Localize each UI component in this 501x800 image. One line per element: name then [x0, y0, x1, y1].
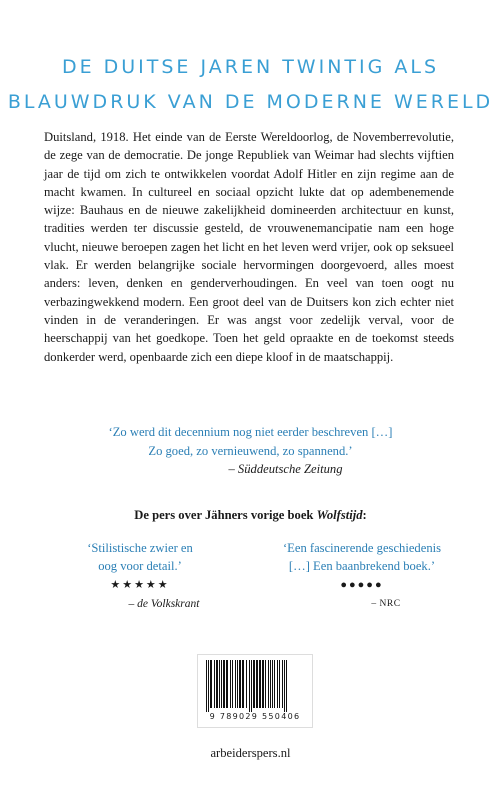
review-quote-line-1: ‘Een fascinerende geschiedenis: [282, 541, 442, 555]
barcode-bar: [246, 660, 247, 708]
featured-quote-source: – Süddeutsche Zeitung: [228, 462, 343, 476]
barcode-bar: [214, 660, 215, 708]
review-source: – NRC: [371, 599, 401, 609]
barcode-bar: [249, 660, 250, 712]
review-nrc: [262, 539, 462, 613]
barcode-icon: [204, 660, 306, 712]
barcode-bar: [286, 660, 287, 712]
featured-quote-line-1: ‘Zo werd dit decennium nog niet eerder beschreven […]: [108, 425, 393, 439]
barcode-bar: [282, 660, 283, 708]
barcode: [197, 654, 313, 728]
barcode-bar: [208, 660, 209, 712]
isbn-number: 9 789029 550406: [209, 712, 301, 721]
barcode-bar: [272, 660, 273, 708]
barcode-bar: [206, 660, 207, 712]
barcode-bar: [210, 660, 212, 708]
barcode-bar: [237, 660, 238, 708]
barcode-bar: [270, 660, 271, 708]
barcode-bar: [251, 660, 252, 712]
barcode-bar: [262, 660, 264, 708]
barcode-bar: [216, 660, 218, 708]
barcode-bar: [235, 660, 236, 708]
barcode-bar: [274, 660, 275, 708]
barcode-bar: [253, 660, 255, 708]
barcode-bar: [268, 660, 269, 708]
barcode-bar: [284, 660, 285, 712]
press-book-title: Wolfstijd: [316, 508, 363, 522]
barcode-bar: [230, 660, 231, 708]
dot-rating-icon: ●●●●●: [340, 579, 384, 591]
barcode-bar: [232, 660, 233, 708]
review-quote-line-2: […] Een baanbrekend boek.’: [288, 559, 436, 573]
headline-line-2: BLAUWDRUK VAN DE MODERNE WERELD: [7, 91, 494, 113]
barcode-bar: [242, 660, 244, 708]
publisher-website: arbeiderspers.nl: [210, 746, 291, 760]
headline-line-1: DE DUITSE JAREN TWINTIG ALS: [61, 56, 440, 78]
press-heading-suffix: :: [362, 508, 367, 522]
featured-quote-line-2: Zo goed, zo vernieuwend, zo spannend.’: [148, 443, 353, 458]
barcode-bar: [277, 660, 278, 708]
review-quote-line-1: ‘Stilistische zwier en: [87, 541, 193, 555]
review-source: – de Volkskrant: [128, 598, 200, 610]
review-quote-line-2: oog voor detail.’: [98, 559, 182, 573]
barcode-bar: [226, 660, 228, 708]
blurb-text: Duitsland, 1918. Het einde van de Eerste Wereldoorlog, de Novemberrevolutie, de zege van de democratie. De jonge Republiek van Weimar had slechts vijftien jaar de tijd om zich te ontwikkelen voordat Adolf Hitler en zijn regime aan de macht kwamen. In cultureel en sociaal opzicht lukte dat op adembenemende wijze: Bauhaus en de nieuwe zakelijkheid domineerden architectuur en kunst, tradities werden ter discussie gesteld, de vrouwenemancipatie nam een hoge vlucht, nieuwe beroepen zagen het licht en het leven werd vrijer, ook op seksueel vlak. Er werden belangrijke sociale hervormingen doorgevoerd, alles moest anders: leven, denken en genderverhoudingen. En veel van toen oogt nu verbazingwekkend modern. Een groot deel van de Duitsers kon zich echter niet vinden in de veranderingen. Er was angst voor zedelijk verval, voor de heerschappij van het goedkope. Toen het geld opraakte en de toekomst steeds donkerder werd, openbaarde zich een diepe kloof in de maatschappij.: [44, 130, 454, 364]
press-heading: [0, 508, 501, 523]
barcode-bar: [223, 660, 225, 708]
review-volkskrant: [40, 539, 240, 613]
press-heading-prefix: De pers over Jähners vorige boek: [134, 508, 317, 522]
barcode-bar: [239, 660, 241, 708]
star-rating-icon: ★★★★★: [110, 579, 170, 591]
featured-quote: [0, 423, 501, 479]
barcode-bar: [265, 660, 266, 708]
barcode-bar: [259, 660, 261, 708]
barcode-bar: [219, 660, 220, 708]
barcode-bar: [256, 660, 258, 708]
barcode-bar: [221, 660, 222, 708]
barcode-bar: [279, 660, 280, 708]
